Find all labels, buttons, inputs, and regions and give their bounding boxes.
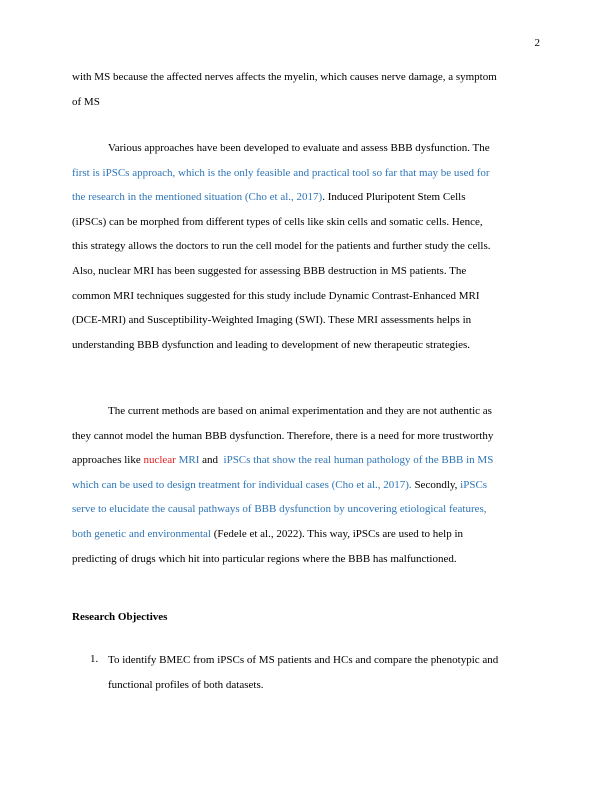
- text-span: of MS: [72, 95, 100, 108]
- highlighted-text: the research in the mentioned situation (Cho et al., 2017): [72, 191, 323, 204]
- text-line: [72, 166, 542, 191]
- list-item: [108, 653, 540, 702]
- text-span: Various approaches have been developed to evaluate and assess BBB dysfunction. The: [108, 142, 490, 154]
- paragraph: [72, 70, 542, 119]
- text-span: (Fedele et al., 2022). This way, iPSCs are used to help in: [210, 527, 464, 540]
- red-text: nuclear: [143, 454, 176, 467]
- text-span: understanding BBB dysfunction and leading to development of new therapeutic strategies.: [72, 338, 471, 351]
- text-span: predicting of drugs which hit into particular regions where the BBB has malfunctioned.: [72, 552, 457, 565]
- highlighted-text: first is iPSCs approach, which is the only feasible and practical tool so far that may be used for: [72, 166, 490, 179]
- text-line: [72, 478, 542, 503]
- text-line: [72, 264, 542, 289]
- text-span: Also, nuclear MRI has been suggested for assessing BBB destruction in MS patients. The: [72, 264, 467, 277]
- text-line: [72, 95, 542, 120]
- highlighted-text: iPSCs: [460, 478, 488, 491]
- highlighted-text: iPSCs that show the real human pathology of the BBB in MS: [223, 454, 494, 467]
- text-line: [72, 190, 542, 215]
- paragraph: [72, 404, 542, 576]
- text-span: approaches like: [72, 454, 144, 467]
- text-span: and: [199, 454, 224, 467]
- page-number: 2: [534, 37, 540, 49]
- list-item-line: To identify BMEC from iPSCs of MS patients and HCs and compare the phenotypic and: [108, 654, 499, 666]
- text-line: [72, 239, 542, 264]
- text-line: [72, 527, 542, 552]
- paragraph: [72, 141, 542, 362]
- highlighted-text: both genetic and environmental: [72, 527, 211, 540]
- text-span: they cannot model the human BBB dysfunction. Therefore, there is a need for more trustworthy: [72, 429, 494, 442]
- text-span: with MS because the affected nerves affects the myelin, which causes nerve damage, a symptom: [72, 71, 497, 83]
- text-line: [72, 215, 542, 240]
- text-span: this strategy allows the doctors to run the cell model for the patients and further study the cells.: [72, 240, 491, 253]
- text-line: [72, 313, 542, 338]
- list-marker: 1.: [90, 653, 99, 665]
- text-span: Secondly,: [411, 478, 461, 491]
- text-line: [72, 338, 542, 363]
- text-line: [72, 552, 542, 577]
- text-span: . Induced Pluripotent Stem Cells: [322, 191, 466, 204]
- text-span: (DCE-MRI) and Susceptibility-Weighted Imaging (SWI). These MRI assessments helps in: [72, 314, 472, 327]
- highlighted-text: MRI: [175, 454, 200, 467]
- text-span: The current methods are based on animal experimentation and they are not authentic as: [108, 405, 492, 417]
- highlighted-text: serve to elucidate the causal pathways of BBB dysfunction by uncovering etiological features,: [72, 503, 487, 516]
- text-line: [72, 70, 542, 95]
- section-heading: Research Objectives: [72, 611, 168, 623]
- text-span: common MRI techniques suggested for this study include Dynamic Contrast-Enhanced MRI: [72, 289, 480, 302]
- text-line: [72, 429, 542, 454]
- text-line: [72, 502, 542, 527]
- highlighted-text: which can be used to design treatment for individual cases (Cho et al., 2017).: [72, 478, 412, 491]
- text-line: [72, 453, 542, 478]
- list-item-line: functional profiles of both datasets.: [108, 678, 264, 691]
- text-line: [72, 141, 542, 166]
- text-line: [72, 289, 542, 314]
- text-line: [72, 404, 542, 429]
- text-span: (iPSCs) can be morphed from different types of cells like skin cells and somatic cells. Hence,: [72, 215, 483, 228]
